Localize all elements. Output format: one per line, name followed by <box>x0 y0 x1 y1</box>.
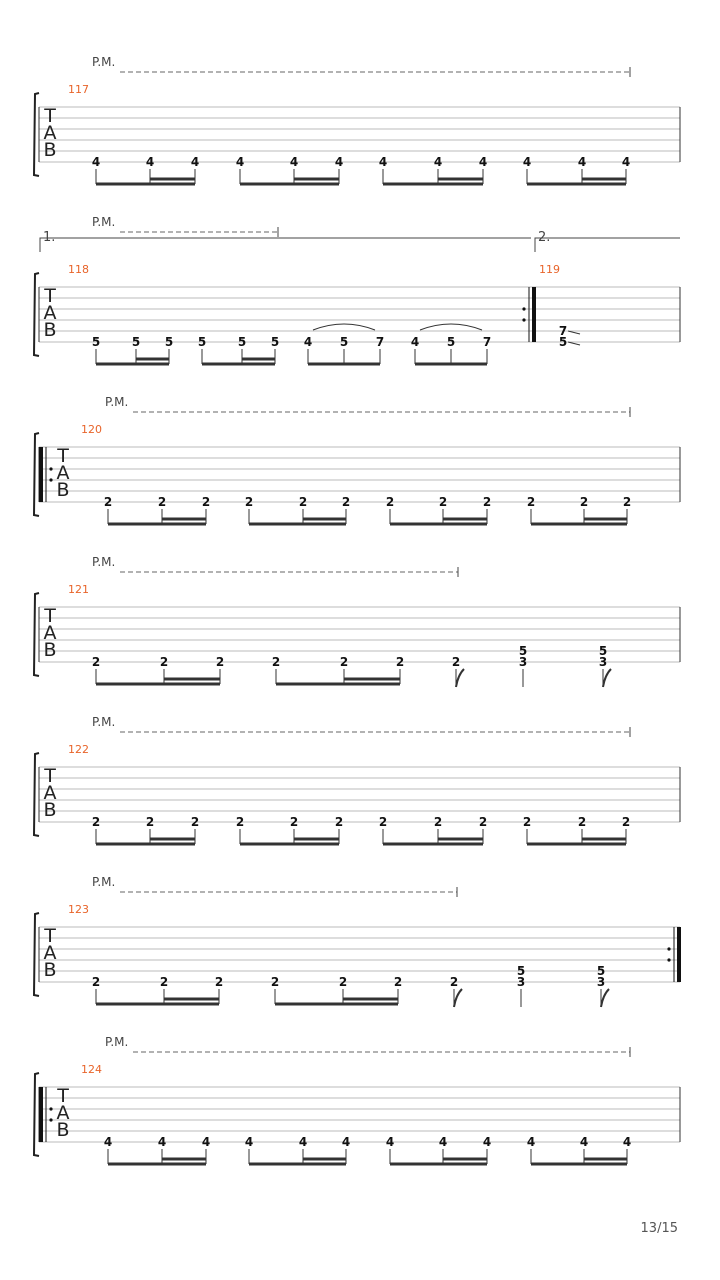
volta-label-first: 1. <box>43 230 56 245</box>
bar-number: 122 <box>68 743 89 756</box>
fret-number: 2 <box>622 495 632 509</box>
note-flag <box>603 669 611 687</box>
fret-number: 2 <box>577 815 587 829</box>
fret-number: 2 <box>103 495 113 509</box>
fret-number: 2 <box>235 815 245 829</box>
tab-clef-letter: T <box>44 285 56 307</box>
repeat-dot <box>49 1118 52 1121</box>
system-bracket <box>34 753 39 836</box>
system-bracket <box>34 433 39 516</box>
tab-clef-letter: A <box>43 942 57 964</box>
fret-number: 2 <box>433 815 443 829</box>
palm-mute-label: P.M. <box>105 395 129 409</box>
fret-number: 5 <box>516 964 526 978</box>
fret-number: 2 <box>621 815 631 829</box>
fret-number: 2 <box>201 495 211 509</box>
fret-number: 2 <box>393 975 403 989</box>
tab-clef-letter: T <box>44 105 56 127</box>
fret-number: 2 <box>449 975 459 989</box>
palm-mute-label: P.M. <box>92 715 116 729</box>
fret-number: 7 <box>482 335 492 349</box>
fret-number: 2 <box>214 975 224 989</box>
fret-number: 2 <box>579 495 589 509</box>
fret-number: 4 <box>91 155 101 169</box>
fret-number: 4 <box>622 1135 632 1149</box>
fret-number: 5 <box>558 335 568 349</box>
tab-clef-letter: A <box>56 462 70 484</box>
fret-number: 4 <box>410 335 420 349</box>
fret-number: 2 <box>190 815 200 829</box>
fret-number: 4 <box>157 1135 167 1149</box>
tie-arc <box>420 324 482 330</box>
fret-number: 2 <box>159 975 169 989</box>
tab-clef-letter: B <box>43 639 57 661</box>
fret-number: 3 <box>518 655 528 669</box>
system-bracket <box>34 1073 39 1156</box>
fret-number: 2 <box>341 495 351 509</box>
tab-clef-letter: B <box>43 139 57 161</box>
volta-bracket-second <box>535 238 680 252</box>
palm-mute-label: P.M. <box>92 55 116 69</box>
fret-number: 2 <box>91 815 101 829</box>
palm-mute-label: P.M. <box>105 1035 129 1049</box>
volta-bracket-first <box>40 238 531 252</box>
fret-number: 5 <box>237 335 247 349</box>
note-flag <box>454 989 462 1007</box>
fret-number: 4 <box>103 1135 113 1149</box>
fret-number: 2 <box>157 495 167 509</box>
fret-number: 2 <box>395 655 405 669</box>
fret-number: 4 <box>621 155 631 169</box>
repeat-dot <box>49 478 52 481</box>
fret-number: 2 <box>271 655 281 669</box>
bar-number: 123 <box>68 903 89 916</box>
fret-number: 5 <box>596 964 606 978</box>
bar-number: 124 <box>81 1063 102 1076</box>
tab-clef-letter: B <box>43 959 57 981</box>
palm-mute-label: P.M. <box>92 875 116 889</box>
bar-number: 117 <box>68 83 89 96</box>
fret-number: 4 <box>522 155 532 169</box>
tab-clef-letter: T <box>57 1085 69 1107</box>
fret-number: 4 <box>303 335 313 349</box>
fret-number: 4 <box>433 155 443 169</box>
fret-number: 7 <box>558 324 568 338</box>
fret-number: 4 <box>190 155 200 169</box>
system-bracket <box>34 913 39 996</box>
tab-clef-letter: A <box>43 622 57 644</box>
fret-number: 4 <box>526 1135 536 1149</box>
fret-number: 2 <box>244 495 254 509</box>
repeat-dot <box>522 318 525 321</box>
fret-number: 4 <box>385 1135 395 1149</box>
repeat-dot <box>667 958 670 961</box>
tab-clef-letter: T <box>44 925 56 947</box>
tab-clef-letter: A <box>43 782 57 804</box>
fret-number: 2 <box>145 815 155 829</box>
fret-number: 3 <box>596 975 606 989</box>
tab-clef-letter: B <box>43 319 57 341</box>
system-bracket <box>34 593 39 676</box>
bar-number: 119 <box>539 263 560 276</box>
tab-clef-letter: B <box>43 799 57 821</box>
tab-clef-letter: T <box>57 445 69 467</box>
note-flag <box>601 989 609 1007</box>
fret-number: 4 <box>478 155 488 169</box>
tie-arc <box>313 324 375 330</box>
fret-number: 7 <box>375 335 385 349</box>
fret-number: 2 <box>438 495 448 509</box>
fret-number: 3 <box>598 655 608 669</box>
note-flag <box>456 669 464 687</box>
fret-number: 5 <box>446 335 456 349</box>
palm-mute-label: P.M. <box>92 215 116 229</box>
fret-number: 4 <box>579 1135 589 1149</box>
repeat-dot <box>49 467 52 470</box>
fret-number: 2 <box>91 655 101 669</box>
fret-number: 4 <box>145 155 155 169</box>
fret-number: 2 <box>339 655 349 669</box>
fret-number: 2 <box>334 815 344 829</box>
system-bracket <box>34 273 39 356</box>
fret-number: 2 <box>478 815 488 829</box>
fret-number: 2 <box>378 815 388 829</box>
tab-clef-letter: A <box>43 122 57 144</box>
fret-number: 2 <box>338 975 348 989</box>
fret-number: 2 <box>91 975 101 989</box>
fret-number: 2 <box>522 815 532 829</box>
page-number: 13/15 <box>640 1221 678 1236</box>
fret-number: 4 <box>378 155 388 169</box>
tab-clef-letter: A <box>56 1102 70 1124</box>
fret-number: 3 <box>516 975 526 989</box>
fret-number: 5 <box>518 644 528 658</box>
palm-mute-label: P.M. <box>92 555 116 569</box>
tab-clef-letter: B <box>56 479 70 501</box>
tab-clef-letter: T <box>44 765 56 787</box>
tab-clef-letter: A <box>43 302 57 324</box>
system-bracket <box>34 93 39 176</box>
fret-number: 4 <box>289 155 299 169</box>
fret-number: 2 <box>270 975 280 989</box>
bar-number: 118 <box>68 263 89 276</box>
fret-number: 2 <box>159 655 169 669</box>
repeat-dot <box>522 307 525 310</box>
repeat-dot <box>667 947 670 950</box>
bar-number: 121 <box>68 583 89 596</box>
fret-number: 4 <box>298 1135 308 1149</box>
bar-number: 120 <box>81 423 102 436</box>
fret-number: 2 <box>451 655 461 669</box>
fret-number: 5 <box>270 335 280 349</box>
fret-number: 2 <box>289 815 299 829</box>
fret-number: 4 <box>244 1135 254 1149</box>
fret-number: 4 <box>235 155 245 169</box>
fret-number: 4 <box>341 1135 351 1149</box>
tab-clef-letter: T <box>44 605 56 627</box>
tab-clef-letter: B <box>56 1119 70 1141</box>
volta-label-second: 2. <box>538 230 551 245</box>
fret-number: 4 <box>201 1135 211 1149</box>
fret-number: 2 <box>482 495 492 509</box>
fret-number: 5 <box>164 335 174 349</box>
fret-number: 4 <box>438 1135 448 1149</box>
fret-number: 5 <box>131 335 141 349</box>
fret-number: 2 <box>385 495 395 509</box>
fret-number: 4 <box>334 155 344 169</box>
fret-number: 4 <box>482 1135 492 1149</box>
fret-number: 5 <box>339 335 349 349</box>
fret-number: 5 <box>598 644 608 658</box>
repeat-dot <box>49 1107 52 1110</box>
fret-number: 2 <box>298 495 308 509</box>
fret-number: 5 <box>91 335 101 349</box>
fret-number: 2 <box>215 655 225 669</box>
fret-number: 4 <box>577 155 587 169</box>
fret-number: 2 <box>526 495 536 509</box>
fret-number: 5 <box>197 335 207 349</box>
